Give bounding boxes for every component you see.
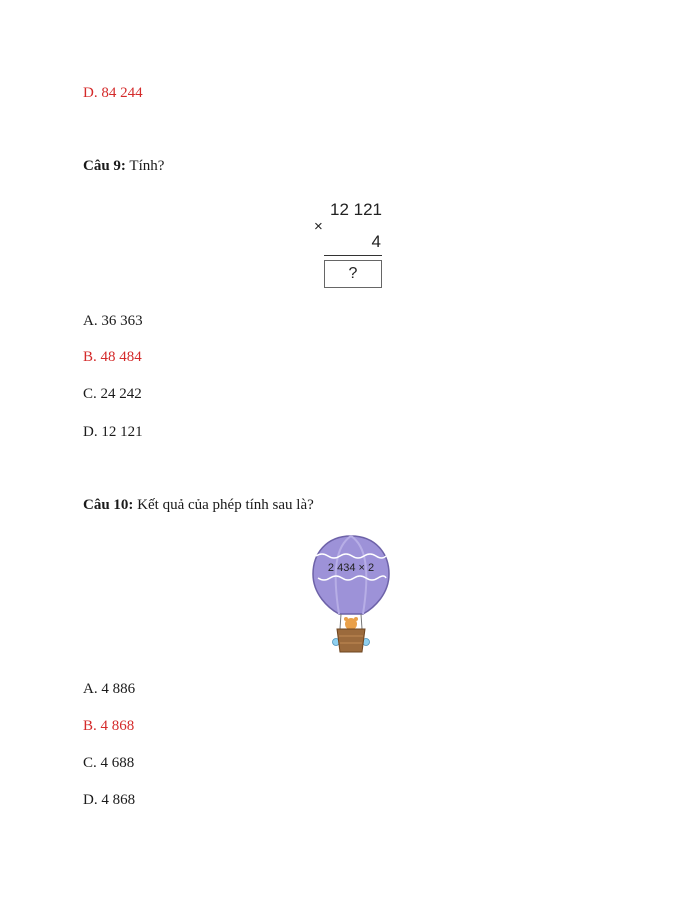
multiplication-layout <box>300 196 400 296</box>
question-10-title <box>83 496 314 514</box>
q9-option-b: B. 48 484 <box>83 349 142 365</box>
pilot-ear-right <box>354 617 358 621</box>
pilot-ear-left <box>344 617 348 621</box>
q9-option-a: A. 36 363 <box>83 313 143 329</box>
question-10-label: Câu 10: <box>83 497 134 513</box>
multiplicand: 12 121 <box>330 200 382 219</box>
times-sign: × <box>314 218 323 235</box>
q10-option-c: C. 4 688 <box>83 755 135 771</box>
result-box: ? <box>324 260 382 288</box>
balloon-rope-right <box>361 614 362 629</box>
q10-option-b: B. 4 868 <box>83 718 135 734</box>
question-9-label: Câu 9: <box>83 158 126 174</box>
q10-option-d: D. 4 868 <box>83 792 136 808</box>
question-10-text: Kết quả của phép tính sau là? <box>133 497 314 513</box>
previous-answer-d: D. 84 244 <box>83 85 143 101</box>
hot-air-balloon-illustration <box>306 530 396 660</box>
question-9-title <box>83 157 164 175</box>
balloon-envelope <box>313 536 389 614</box>
balloon-rope-left <box>340 614 341 629</box>
q10-option-a: A. 4 886 <box>83 681 136 697</box>
balloon-expression: 2 434 × 2 <box>327 562 375 574</box>
question-9-text: Tính? <box>125 158 165 174</box>
q9-option-c: C. 24 242 <box>83 386 142 402</box>
result-rule <box>324 255 382 256</box>
balloon-basket <box>337 629 365 652</box>
multiplier: 4 <box>371 232 381 251</box>
q9-option-d: D. 12 121 <box>83 424 143 440</box>
